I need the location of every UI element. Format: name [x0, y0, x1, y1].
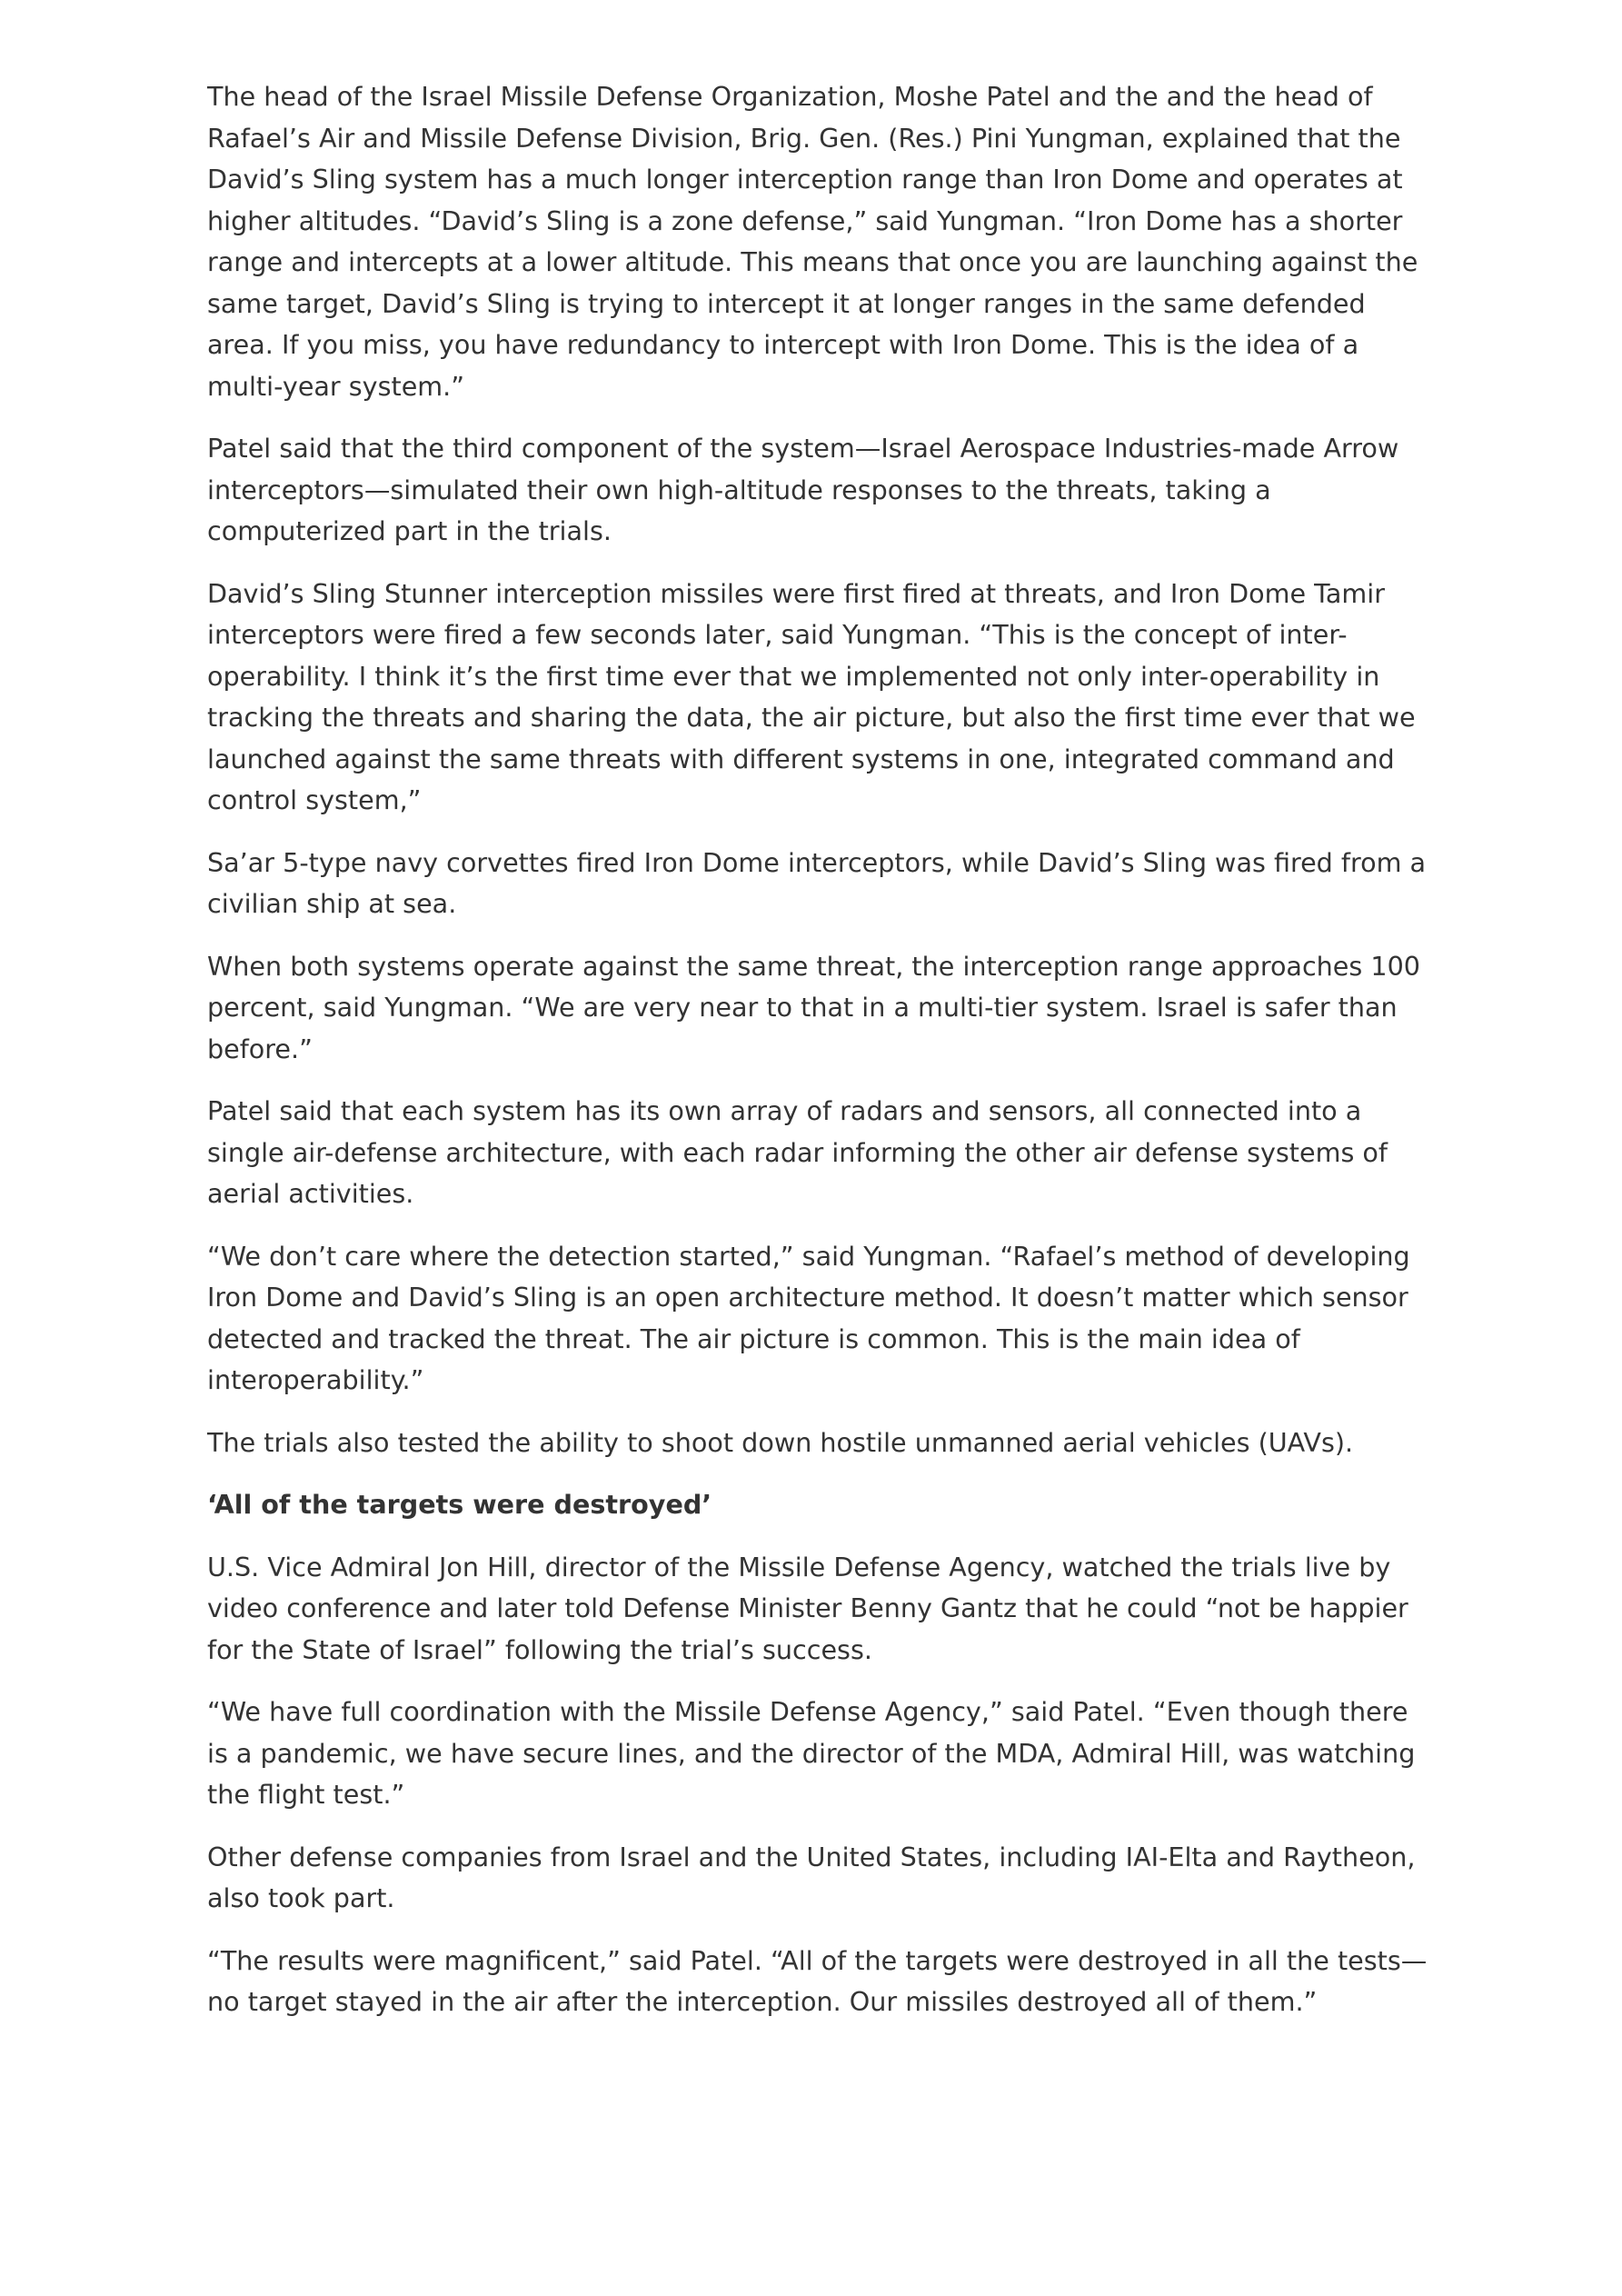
paragraph-mda-coordination: “We have full coordination with the Missile Defense Agency,” said Patel. “Even though there is a pandemic, we have secure lines, and the director of the MDA, Admiral Hill, was watching the flight test.” [207, 1696, 1416, 1810]
paragraph-interception-range: When both systems operate against the same threat, the interception range approaches 100 percent, said Yungman. “We are very near to that in a multi-tier system. Israel is safer than before.” [207, 950, 1420, 1064]
paragraph-interoperability-concept: David’s Sling Stunner interception missiles were first fired at threats, and Iron Dome Tamir interceptors were fired a few seconds later, said Yungman. “This is the concept of inter-operability. I think it’s the first time ever that we implemented not only inter-operability in tracking the threats and sharing the data, the air picture, but also the first time ever that we launched against the same threats with different systems in one, integrated command and control system,” [207, 577, 1416, 815]
paragraph-admiral-hill: U.S. Vice Admiral Jon Hill, director of the Missile Defense Agency, watched the trials live by video conference and later told Defense Minister Benny Gantz that he could “not be happier for the State of Israel” following the trial’s success. [207, 1551, 1408, 1665]
paragraph-patel-yungman-intro: The head of the Israel Missile Defense Organization, Moshe Patel and the and the head of Rafael’s Air and Missile Defense Division, Brig. Gen. (Res.) Pini Yungman, explained that the David’s Sling system has a much longer interception range than Iron Dome and operates at higher altitudes. “David’s Sling is a zone defense,” said Yungman. “Iron Dome has a shorter range and intercepts at a lower altitude. This means that once you are launching against the same target, David’s Sling is trying to intercept it at longer ranges in the same defended area. If you miss, you have redundancy to intercept with Iron Dome. This is the idea of a multi-year system.” [207, 81, 1418, 402]
section-subheading: ‘All of the targets were destroyed’ [207, 1489, 712, 1520]
paragraph-uav-tests: The trials also tested the ability to shoot down hostile unmanned aerial vehicles (UAVs). [207, 1426, 1354, 1458]
paragraph-corvettes: Sa’ar 5-type navy corvettes fired Iron Dome interceptors, while David’s Sling was fired from a civilian ship at sea. [207, 846, 1427, 919]
paragraph-radars-sensors: Patel said that each system has its own array of radars and sensors, all connected into a single air-defense architecture, with each radar informing the other air defense systems of aerial activities. [207, 1095, 1388, 1209]
paragraph-results: “The results were magnificent,” said Patel. “All of the targets were destroyed in all the tests—no target stayed in the air after the interception. Our missiles destroyed all of them.” [207, 1944, 1428, 2017]
paragraph-other-companies: Other defense companies from Israel and the United States, including IAI-Elta and Raytheon, also took part. [207, 1841, 1416, 1913]
paragraph-open-architecture: “We don’t care where the detection started,” said Yungman. “Rafael’s method of developing Iron Dome and David’s Sling is an open architecture method. It doesn’t matter which sensor detected and tracked the threat. The air picture is common. This is the main idea of interoperability.” [207, 1240, 1410, 1395]
paragraph-arrow-component: Patel said that the third component of the system—Israel Aerospace Industries-made Arrow interceptors—simulated their own high-altitude responses to the threats, taking a computerized part in the trials. [207, 433, 1399, 546]
article-body [207, 76, 1436, 2044]
